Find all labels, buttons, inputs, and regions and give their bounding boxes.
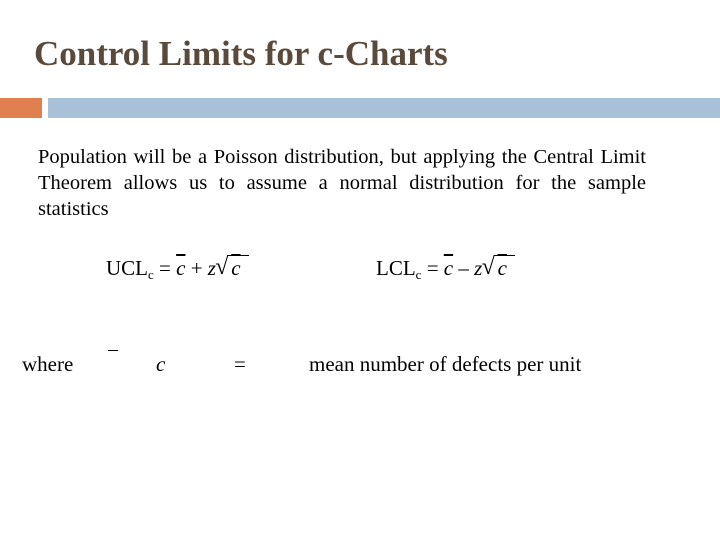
lcl-z: z [474, 256, 483, 280]
slide-title: Control Limits for c-Charts [34, 34, 448, 73]
lcl-subscript: c [415, 267, 422, 282]
body-paragraph: Population will be a Poisson distribution, but applying the Central Limit Theorem allows us to assume a normal distribution for the sample statistics [38, 146, 646, 220]
lcl-minus: – [458, 256, 469, 280]
ucl-subscript: c [148, 267, 154, 282]
ucl-sqrt [215, 254, 248, 281]
definition-symbol: c [156, 352, 166, 376]
lcl-equals: = [426, 256, 439, 280]
definition-meaning: mean number of defects per unit [309, 352, 582, 376]
accent-bar-orange [0, 98, 42, 118]
lcl-root-cbar: c [494, 255, 515, 280]
radical-sign-icon: √ [481, 254, 495, 280]
ucl-z: z [207, 256, 216, 280]
accent-bar-blue [48, 98, 720, 118]
lcl-formula [376, 256, 515, 281]
definition-equals: = [234, 352, 246, 376]
where-label: where [22, 352, 74, 376]
ucl-label: UCL [106, 256, 148, 280]
cbar-overline-mark: – [108, 338, 118, 360]
ucl-cbar: $\overline{c}$ [176, 256, 186, 280]
ucl-formula [106, 256, 249, 281]
radical-sign-icon: √ [215, 254, 229, 280]
lcl-sqrt [481, 254, 515, 281]
ucl-equals: = [159, 256, 171, 280]
lcl-label: LCL [376, 256, 416, 280]
ucl-plus: + [190, 256, 203, 280]
ucl-root-cbar: c [227, 255, 248, 280]
lcl-cbar: $\overline{c}$ [443, 256, 454, 280]
